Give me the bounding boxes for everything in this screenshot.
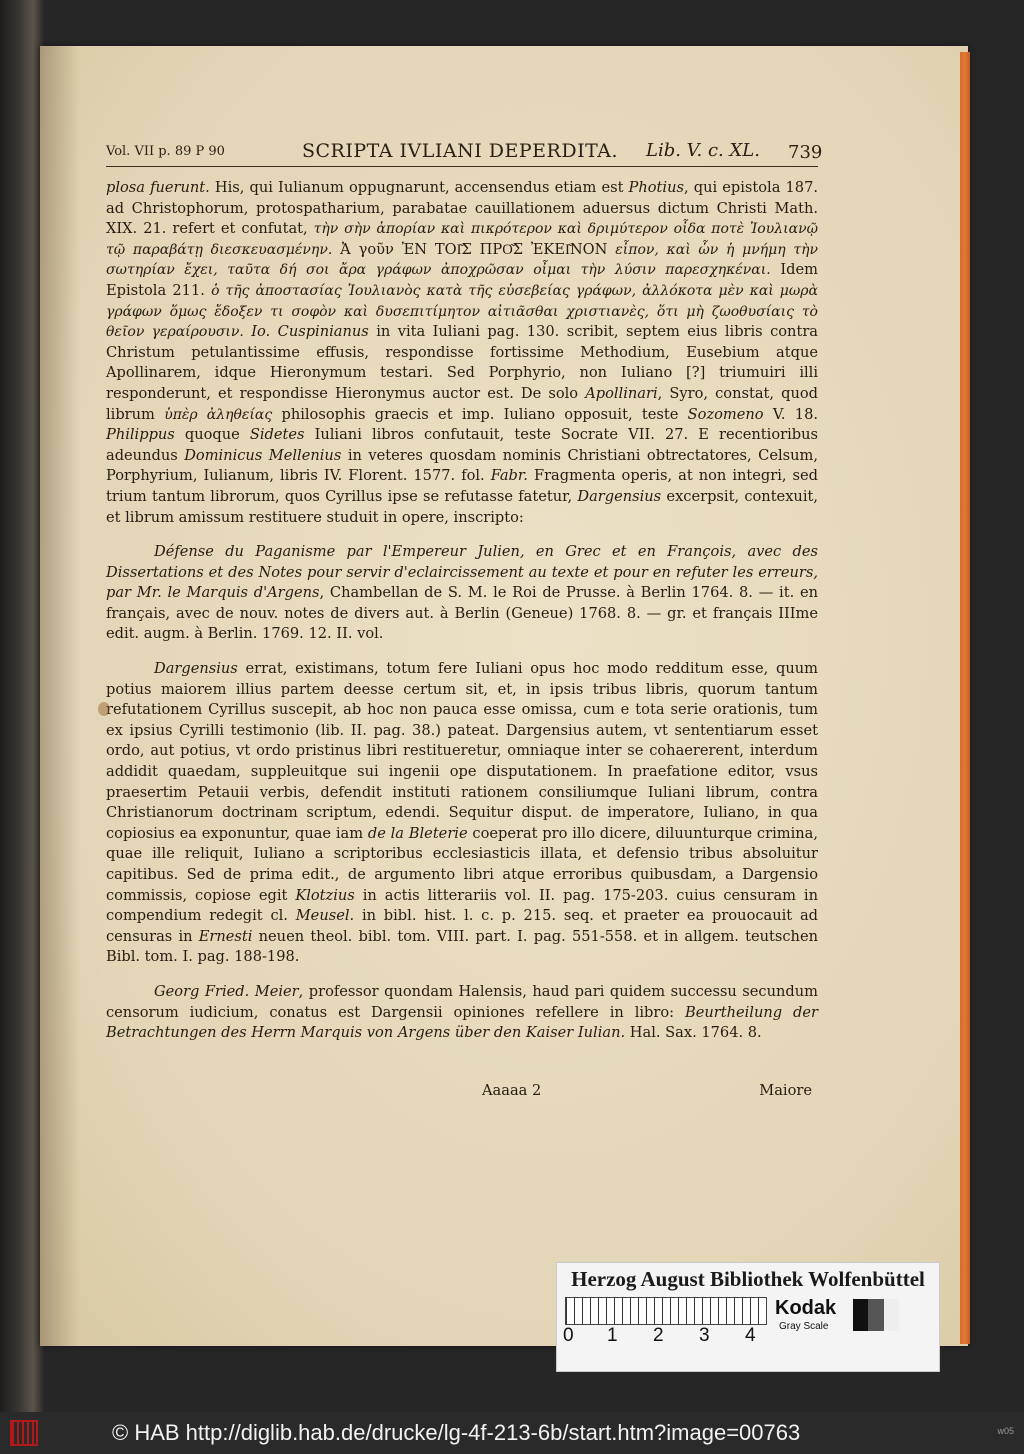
paper-stain	[98, 702, 110, 716]
left-page-edge	[0, 0, 44, 1412]
gray-patch	[868, 1299, 883, 1331]
ruler-numbers	[563, 1325, 773, 1347]
italic-text: Meusel.	[295, 907, 355, 925]
text-run: in bibl. hist. l. c. p. 215. seq. et praeter ea prouocauit ad censuras in	[106, 907, 818, 945]
color-target-card	[556, 1262, 940, 1372]
text-run: , Syro, constat, quod librum	[106, 384, 818, 423]
text-run: in actis litterariis vol. II. pag. 175-203. cuius censuram in compendium redegit cl.	[106, 886, 818, 925]
italic-text: plosa fuerunt.	[106, 179, 210, 196]
footer-copyright-url: © HAB http://diglib.hab.de/drucke/lg-4f-213-6b/start.htm?image=00763	[112, 1420, 801, 1445]
body-text	[106, 178, 818, 1044]
ruler-number: 2	[653, 1325, 664, 1346]
header-rule	[106, 166, 818, 167]
greek-text: τὴν σὴν ἀπορίαν καὶ πικρότερον καὶ δριμύτερον οἶδα ποτὲ Ἰουλιανῷ τῷ παραβάτῃ διεσκευασμένην.	[106, 221, 818, 258]
italic-text: Ernesti	[198, 927, 253, 945]
italic-text: Apollinari	[585, 384, 658, 402]
paragraph	[106, 178, 818, 528]
running-head	[106, 140, 823, 168]
italic-text: Sidetes	[249, 426, 305, 444]
text-run: His, qui Iulianum oppugnarunt, accensendus etiam est	[209, 179, 629, 196]
gray-patch	[853, 1299, 868, 1331]
running-head-volume-ref: Vol. VII p. 89 P 90	[106, 144, 225, 159]
italic-text: Beurtheilung der Betrachtungen des Herrn Marquis von Argens über den Kaiser Iulian.	[106, 1003, 818, 1042]
italic-text: Dargensius	[577, 487, 662, 505]
gutter-shadow	[40, 46, 80, 1346]
text-run: quoque	[174, 426, 250, 444]
greek-text: ὑπὲρ ἀληθείας	[164, 406, 273, 423]
text-run: Hal. Sax. 1764. 8.	[625, 1024, 762, 1042]
text-run: excerpsit, contexuit, et librum amissum restituere studuit in opere, inscripto:	[106, 487, 818, 526]
text-run: V. 18.	[763, 405, 818, 423]
text-run: neuen theol. bibl. tom. VIII. part. I. pag. 551-558. et in allgem. teutschen Bibl. tom. I. pag. 188-198.	[106, 927, 818, 966]
running-head-title: SCRIPTA IVLIANI DEPERDITA.	[302, 140, 618, 162]
text-run: philosophis graecis et imp. Iuliano opposuit, teste	[272, 405, 688, 423]
catchword: Maiore	[759, 1082, 812, 1099]
greek-text: εἶπον, καὶ ὧν ἡ μνήμη τὴν σωτηρίαν ἔχει, ταῦτα δή σοι ἄρα γράφων ἀποχρῶσαν οἶμαι τὴν λύσιν παρεσχηκέναι.	[106, 241, 818, 279]
italic-text: Klotzius	[295, 886, 355, 904]
catchline	[106, 1082, 818, 1104]
running-head-book-chapter: Lib. V. c. XL.	[646, 140, 760, 161]
text-run: Iuliani libros confutauit, teste Socrate VII. 27. E recentioribus adeundus	[106, 426, 818, 464]
page-number: 739	[788, 142, 823, 163]
text-run: in veteres quosdam nominis Christiani obtrectatores, Celsum, Porphyrium, Iulianum, libris IV. Florent. 1577. fol.	[106, 446, 818, 485]
text-run: , Chambellan de S. M. le Roi de Prusse. à Berlin 1764. 8. — it. en français, avec de nouv. notes de divers aut. à Berlin (Geneue) 1768. 8. — gr. et français IIIme edit. augm. à Berlin. 1769. 12. II. vol.	[106, 584, 818, 643]
italic-text: Sozomeno	[687, 405, 764, 423]
text-run: coeperat pro illo dicere, diluunturque crimina, quae ille reliquit, Iuliano a scriptoribus ecclesiasticis illata, et defensio tribus absoluitur capitibus. Sed de prima edit., de argumento libri atque erroribus quibusdam, a Dargensio commissis, copiose egit	[106, 824, 818, 904]
italic-text: Dargensius	[154, 660, 238, 678]
hab-logo-icon	[10, 1420, 38, 1446]
ruler-number: 0	[563, 1325, 574, 1346]
italic-text: Photius	[628, 179, 684, 196]
paragraph	[106, 659, 818, 968]
kodak-subtitle: Gray Scale	[779, 1321, 829, 1332]
kodak-logo: Kodak	[775, 1297, 837, 1319]
ruler-number: 4	[745, 1325, 756, 1346]
text-run: errat, existimans, totum fere Iuliani opus hoc modo redditum esse, quum potius maiorem illius partem deesse certum sit, et, in ipsis tribus libris, quorum tantum refutationem Cyrillus suscepit, ab hoc non pauca esse omissa, cum e tota serie orationis, tum ex ipsius Cyrilli testimonio (lib. II. pag. 38.) pateat. Dargensius autem, vt sententiarum esset ordo, aut potius, vt ordo pristinus libri restitueretur, omniaque inter se cohaererent, interdum addidit quaedam, suppleuitque sui ingenii ope disputationem. In praefatione editor, vsus praesertim Petauii verbis, defendit instituti rationem consiliumque Iuliani librum, contra Christianorum doctrinam scriptum, edendi. Sequitur disput. de imperatore, Iuliano, in qua copiosius ea exponuntur, quae iam	[106, 660, 818, 842]
paragraph	[106, 982, 818, 1044]
gray-scale-patches	[853, 1299, 899, 1331]
ruler-number: 1	[607, 1325, 618, 1346]
italic-text: Dominicus Mellenius	[184, 446, 342, 464]
text-run: Fragmenta operis, at non integri, sed trium tantum librorum, quos Cyrillus ipse se refutasse fatetur,	[106, 467, 819, 505]
text-run: , professor quondam Halensis, haud pari quidem successu secundum censorum iudicium, conatus est Dargensii opiniones refellere in libro:	[106, 982, 818, 1021]
target-title: Herzog August Bibliothek Wolfenbüttel	[571, 1267, 925, 1291]
italic-text: de la Bleterie	[367, 824, 468, 842]
ruler-number: 3	[699, 1325, 710, 1346]
page-fore-edge	[960, 52, 970, 1344]
italic-text: Défense du Paganisme par l'Empereur Julien, en Grec et en François, avec des Dissertations et des Notes pour servir d'eclaircissement au texte et pour en refuter les erreurs, par Mr. le Marquis d'Argens	[106, 543, 818, 602]
italic-text: Georg Fried. Meier	[154, 982, 299, 1000]
gray-patch	[884, 1299, 899, 1331]
ruler-scale	[565, 1297, 767, 1325]
text-run: , qui epistola 187. ad Christophorum, protospatharium, parabatae cauillationem aduersus dictum Christi Math. XIX. 21. refert et confutat,	[106, 179, 818, 238]
signature-mark: Aaaaa 2	[482, 1082, 542, 1099]
italic-text: Philippus	[106, 426, 175, 444]
text-run: Idem Epistola 211.	[106, 261, 818, 299]
italic-text: Fabr.	[490, 467, 528, 485]
italic-text: Io. Cuspinianus	[251, 323, 369, 341]
footer-bar	[0, 1412, 1024, 1454]
text-run: Ἀ γοῦν ἘΝ ΤΟΙ͂Σ ΠΡΟ͂Σ ἘΚΕΙ͂ΝΟΝ	[332, 240, 616, 258]
paragraph	[106, 542, 818, 645]
text-run: in vita Iuliani pag. 130. scribit, septem eius libris contra Christum petulantissime effusis, respondisse fortissime Methodium, Eusebium atque Apollinarem, idque Hieronymum testari. Sed Porphyrio, non Iuliano [?] triumuiri illi responderunt, et respondisse Hieronymus auctor est. De solo	[106, 323, 818, 402]
greek-text: ὁ τῆς ἀποστασίας Ἰουλιανὸς κατὰ τῆς εὐσεβείας γράφων, ἀλλόκοτα μὲν καὶ μωρὰ γράφων ὅμως ἔδοξεν τι σοφὸν καὶ δυσεπιτίμητον αἰτιᾶσθαι χριστιανὲς, ὅτι μὴ ζωοθυσίαις τὸ θεῖον γεραίρουσιν.	[106, 282, 818, 341]
footer-mark: w05	[997, 1426, 1014, 1436]
